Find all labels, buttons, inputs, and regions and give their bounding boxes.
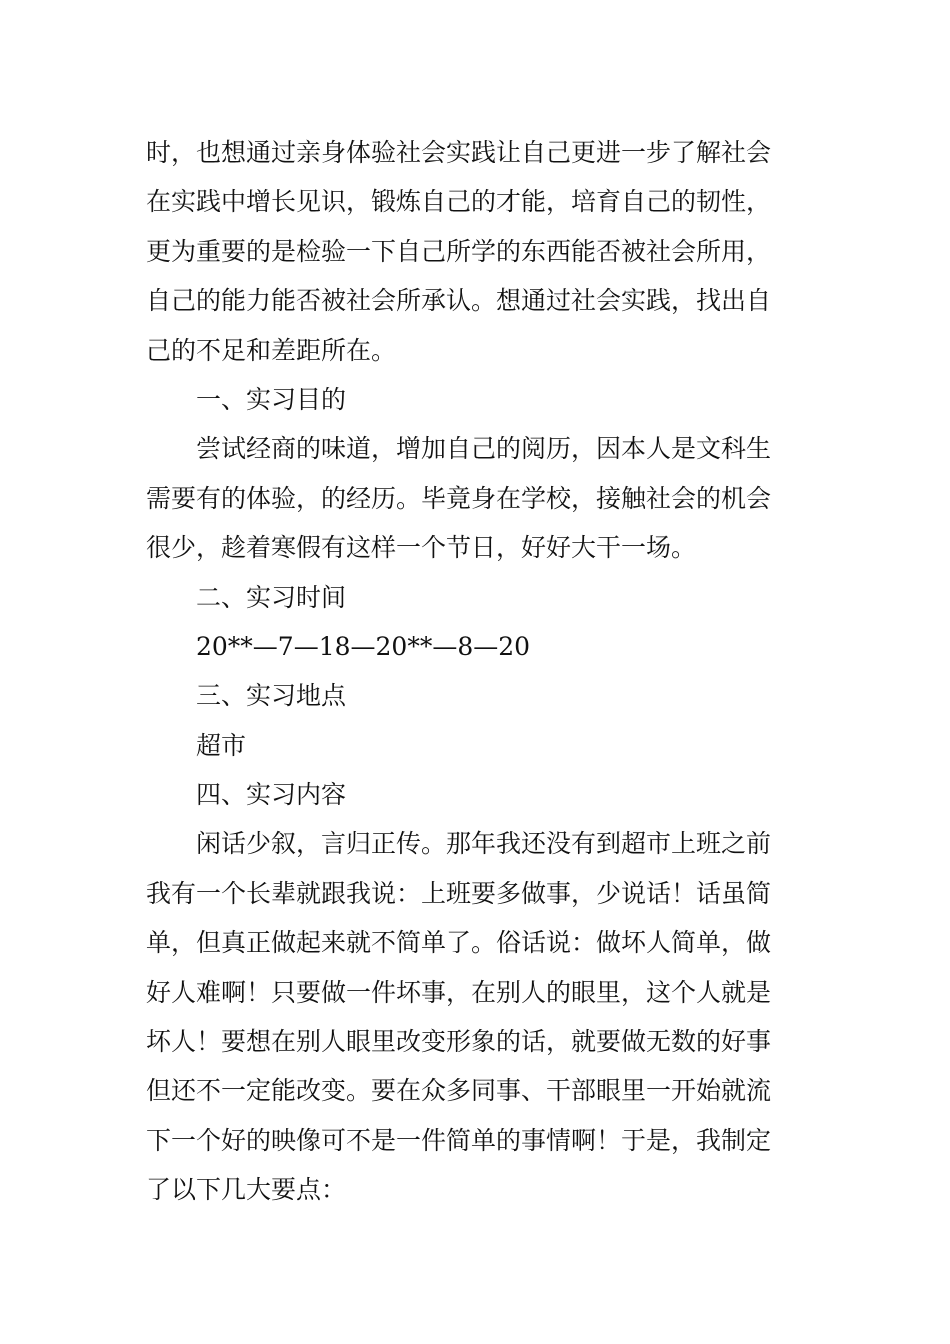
body-line-20: 但还不一定能改变。要在众多同事、干部眼里一开始就流 (146, 1076, 772, 1106)
body-line-3: 更为重要的是检验一下自己所学的东西能否被社会所用， (146, 236, 772, 266)
section-heading-time: 二、实习时间 (196, 582, 347, 612)
body-line-1: 时，也想通过亲身体验社会实践让自己更进一步了解社会 (146, 138, 772, 167)
body-line-17: 单，但真正做起来就不简单了。俗话说：做坏人简单，做 (146, 928, 772, 958)
section-heading-purpose: 一、实习目的 (196, 384, 347, 414)
body-line-4: 自己的能力能否被社会所承认。想通过社会实践，找出自 (146, 286, 772, 316)
internship-dates: 20**—7—18—20**—8—20 (196, 631, 531, 661)
body-line-5: 己的不足和差距所在。 (146, 335, 397, 365)
body-line-21: 下一个好的映像可不是一件简单的事情啊！于是，我制定 (146, 1125, 772, 1155)
body-line-15: 闲话少叙，言归正传。那年我还没有到超市上班之前 (196, 829, 772, 859)
body-line-16: 我有一个长辈就跟我说：上班要多做事，少说话！话虽简 (146, 878, 772, 908)
section-heading-content: 四、实习内容 (196, 780, 347, 810)
body-line-8: 需要有的体验，的经历。毕竟身在学校，接触社会的机会 (146, 483, 772, 513)
section-heading-location: 三、实习地点 (196, 681, 347, 711)
body-line-19: 坏人！要想在别人眼里改变形象的话，就要做无数的好事 (146, 1027, 772, 1057)
document-body (146, 128, 808, 1215)
body-line-22: 了以下几大要点： (146, 1175, 347, 1205)
body-line-7: 尝试经商的味道，增加自己的阅历，因本人是文科生 (196, 434, 772, 464)
body-line-2: 在实践中增长见识，锻炼自己的才能，培育自己的韧性， (146, 187, 772, 217)
internship-location: 超市 (196, 730, 247, 760)
body-line-9: 很少，趁着寒假有这样一个节日，好好大干一场。 (146, 533, 697, 563)
body-line-18: 好人难啊！只要做一件坏事，在别人的眼里，这个人就是 (146, 977, 772, 1007)
